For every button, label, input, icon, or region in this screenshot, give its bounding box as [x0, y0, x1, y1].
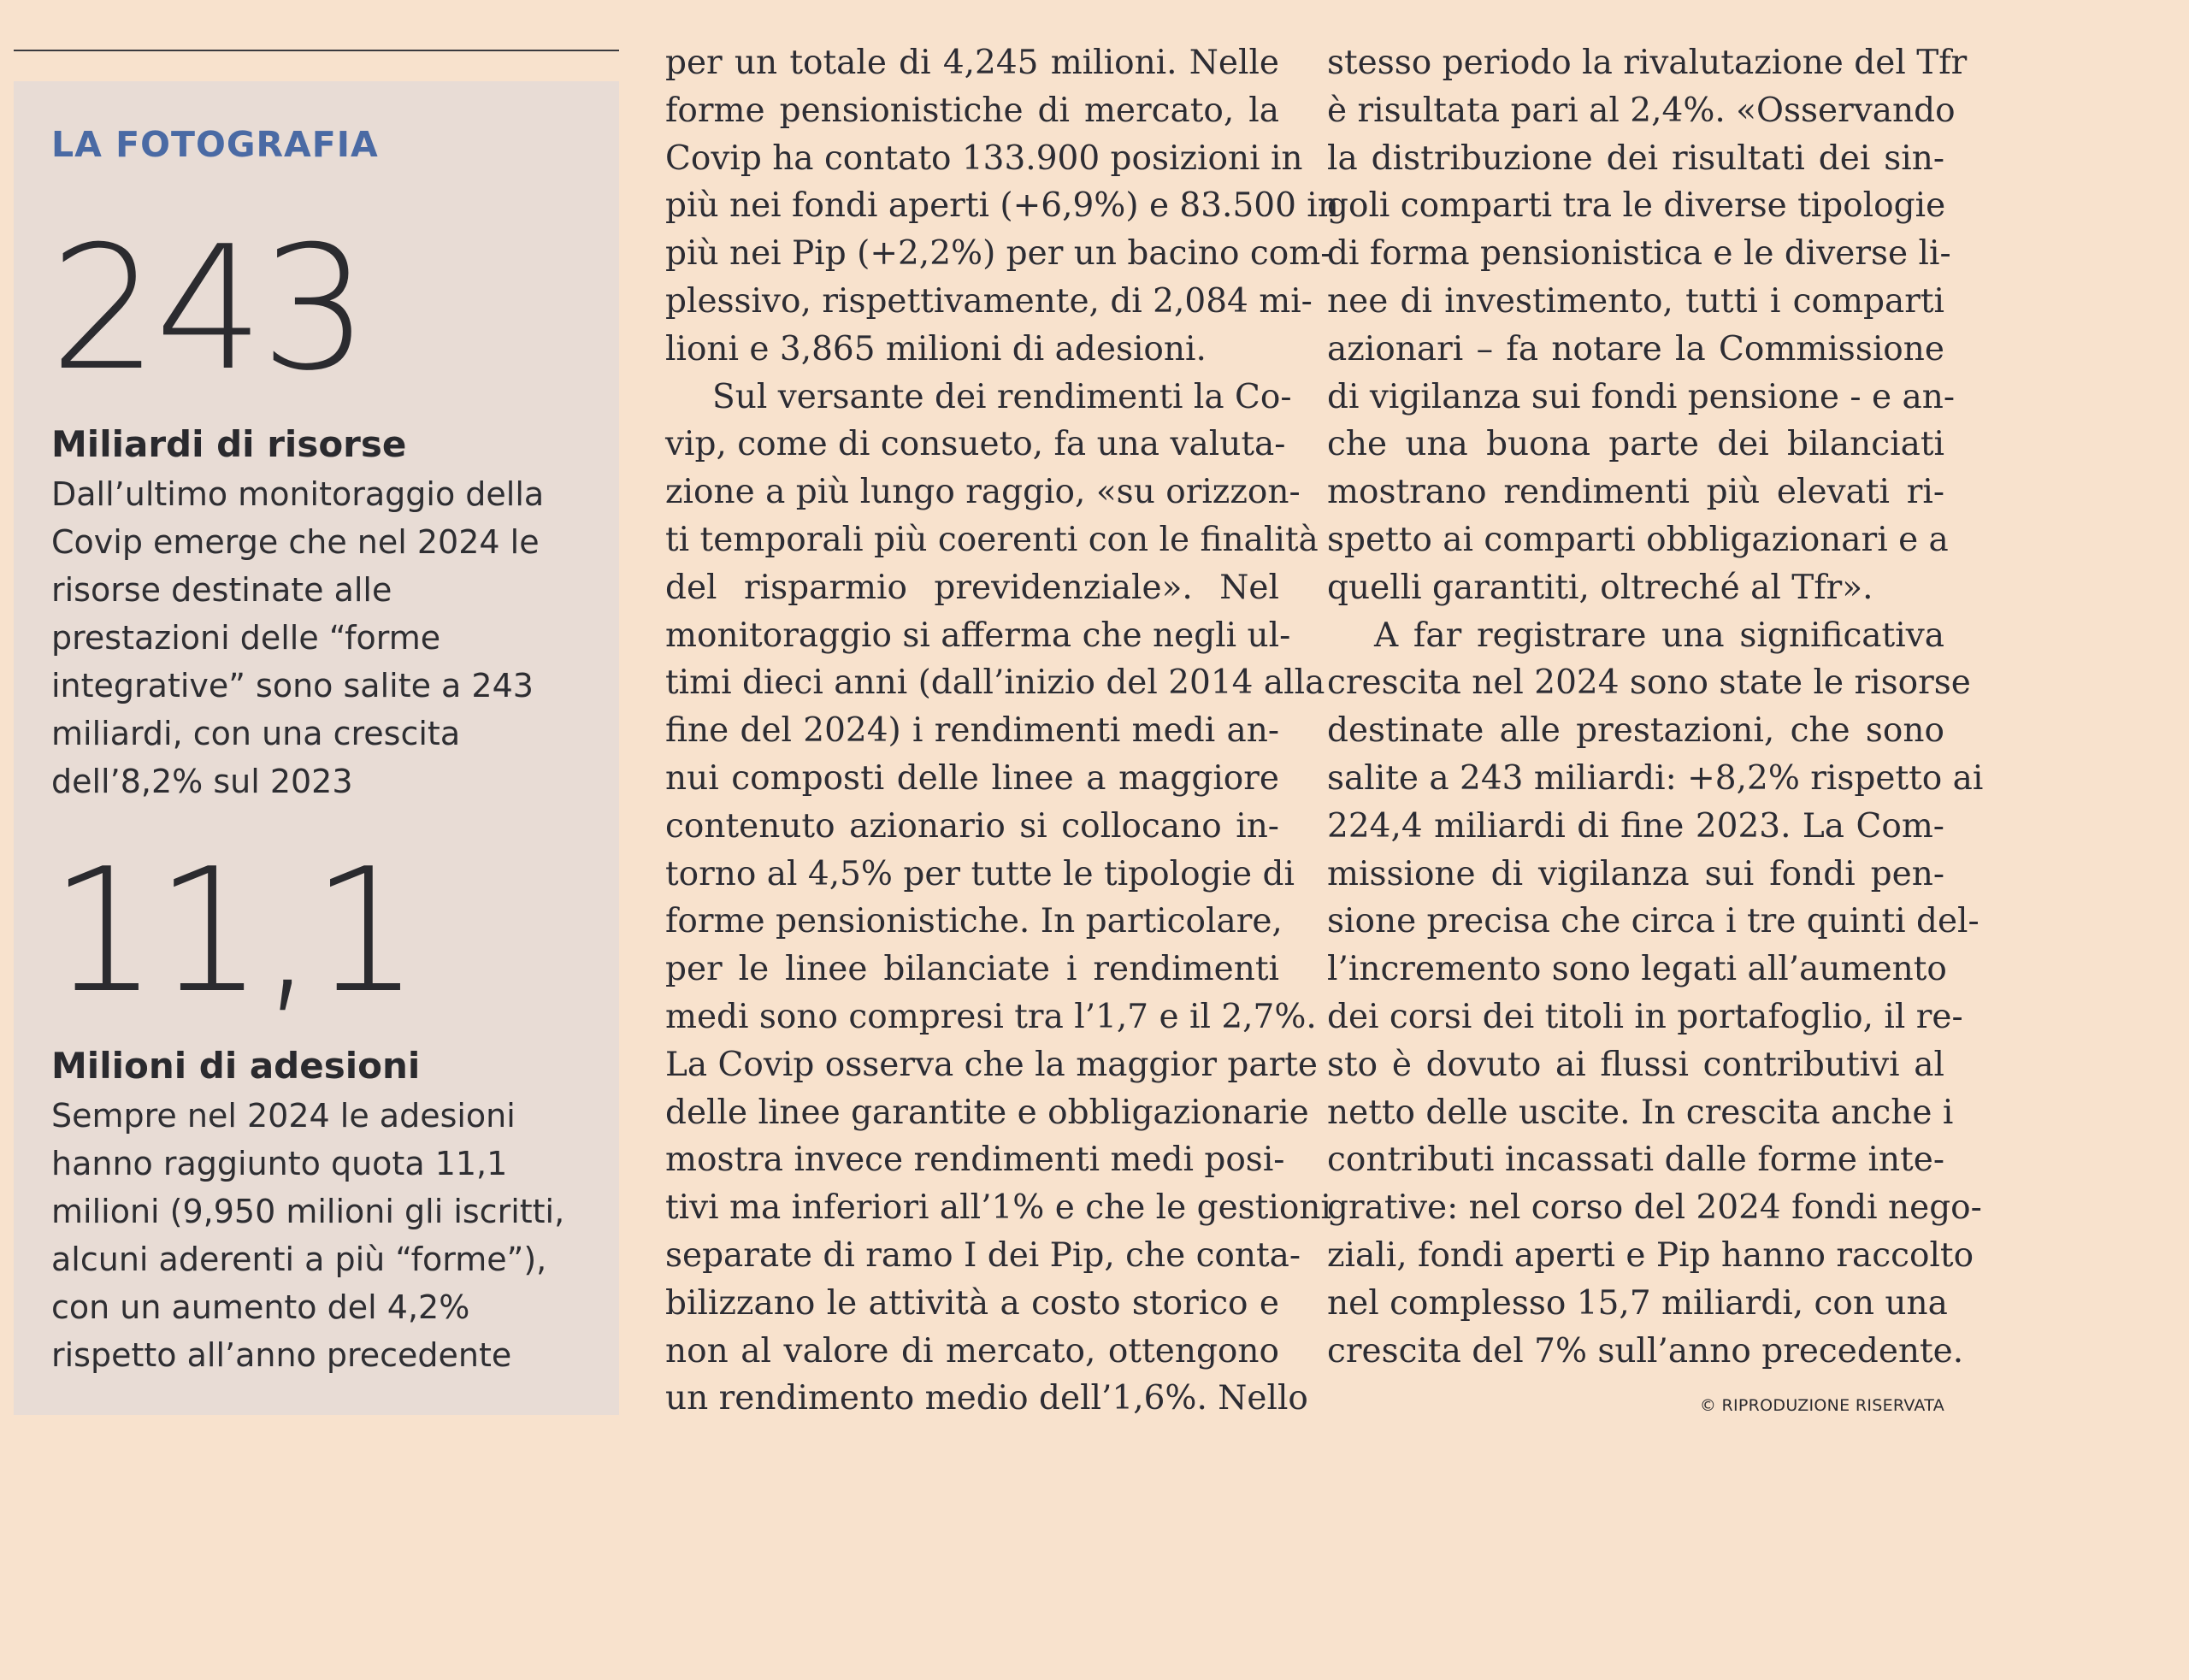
article-line: nee di investimento, tutti i comparti [1327, 281, 1944, 321]
article-line: netto delle uscite. In crescita anche i [1327, 1093, 1954, 1132]
stat-text-line: alcuni aderenti a più “forme”), [51, 1241, 547, 1278]
article-line: sione precisa che circa i tre quinti del- [1327, 902, 1980, 941]
stat-text-line: dell’8,2% sul 2023 [51, 763, 353, 800]
article-line: mostra invece rendimenti medi posi- [665, 1141, 1285, 1180]
article-line: separate di ramo I dei Pip, che conta- [665, 1235, 1301, 1275]
article-line: azionari – fa notare la Commissione [1327, 329, 1944, 368]
article-line: per le linee bilanciate i rendimenti [665, 950, 1279, 989]
stat-text-line: con un aumento del 4,2% [51, 1288, 470, 1326]
stat-text-line: risorse destinate alle [51, 571, 392, 609]
article-line: 224,4 miliardi di fine 2023. La Com- [1327, 806, 1944, 846]
article-line: forme pensionistiche di mercato, la [665, 91, 1279, 130]
article-line: bilizzano le attività a costo storico e [665, 1283, 1279, 1323]
article-line: contenuto azionario si collocano in- [665, 806, 1279, 846]
article-line: del risparmio previdenziale». Nel [665, 568, 1279, 607]
stat-text-line: milioni (9,950 milioni gli iscritti, [51, 1193, 565, 1230]
article-column-right [1327, 39, 1984, 1375]
article-line: torno al 4,5% per tutte le tipologie di [665, 854, 1295, 893]
article-line: vip, come di consueto, fa una valuta- [665, 425, 1286, 464]
stat-number-resources: 243 [50, 209, 366, 409]
stat-text-line: miliardi, con una crescita [51, 715, 461, 752]
article-line: timi dieci anni (dall’inizio del 2014 alla [665, 663, 1325, 703]
article-line: di forma pensionistica e le diverse li- [1327, 234, 1951, 274]
article-line: monitoraggio si afferma che negli ul- [665, 616, 1291, 655]
article-line: goli comparti tra le diverse tipologie [1327, 186, 1946, 226]
article-line: un rendimento medio dell’1,6%. Nello [665, 1379, 1308, 1418]
article-line: A far registrare una significativa [1374, 616, 1944, 655]
article-line: crescita del 7% sull’anno precedente. [1327, 1331, 1964, 1371]
article-line: tivi ma inferiori all’1% e che le gestioni [665, 1188, 1331, 1228]
article-line: è risultata pari al 2,4%. «Osservando [1327, 91, 1956, 130]
article-line: non al valore di mercato, ottengono [665, 1331, 1279, 1371]
article-line: salite a 243 miliardi: +8,2% rispetto ai [1327, 758, 1984, 798]
stat-number-memberships: 11,1 [50, 832, 417, 1031]
article-line: dei corsi dei titoli in portafoglio, il re- [1327, 997, 1963, 1036]
article-line: zione a più lungo raggio, «su orizzon- [665, 473, 1301, 512]
stat-text-resources [51, 470, 599, 805]
top-rule [14, 50, 619, 51]
stat-text-line: prestazioni delle “forme [51, 619, 441, 657]
article-line: Covip ha contato 133.900 posizioni in [665, 139, 1303, 178]
article-line: crescita nel 2024 sono state le risorse [1327, 663, 1971, 703]
article-line: di vigilanza sui fondi pensione - e an- [1327, 377, 1956, 416]
article-line: missione di vigilanza sui fondi pen- [1327, 854, 1944, 893]
article-line: medi sono compresi tra l’1,7 e il 2,7%. [665, 997, 1317, 1036]
article-line: destinate alle prestazioni, che sono [1327, 711, 1944, 751]
article-line: fine del 2024) i rendimenti medi an- [665, 711, 1279, 751]
stat-text-memberships [51, 1092, 599, 1379]
stat-text-line: hanno raggiunto quota 11,1 [51, 1145, 508, 1182]
article-line: per un totale di 4,245 milioni. Nelle [665, 44, 1279, 82]
article-line: quelli garantiti, oltreché al Tfr». [1327, 568, 1873, 607]
article-line: che una buona parte dei bilanciati [1327, 425, 1944, 464]
article-line: forme pensionistiche. In particolare, [665, 902, 1283, 941]
stat-text-line: Sempre nel 2024 le adesioni [51, 1097, 516, 1135]
article-line: la distribuzione dei risultati dei sin- [1327, 139, 1944, 178]
article-line: nui composti delle linee a maggiore [665, 758, 1279, 798]
stat-text-line: Covip emerge che nel 2024 le [51, 523, 540, 561]
article-line: plessivo, rispettivamente, di 2,084 mi- [665, 281, 1313, 321]
stat-text-line: integrative” sono salite a 243 [51, 667, 534, 704]
article-line: La Covip osserva che la maggior parte [665, 1045, 1318, 1084]
article-line: spetto ai comparti obbligazionari e a [1327, 520, 1949, 559]
article-line: contributi incassati dalle forme inte- [1327, 1141, 1944, 1180]
sidebar-kicker: LA FOTOGRAFIA [51, 124, 379, 165]
article-line: stesso periodo la rivalutazione del Tfr [1327, 44, 1968, 82]
article-line: ziali, fondi aperti e Pip hanno raccolto [1327, 1235, 1974, 1275]
article-line: mostrano rendimenti più elevati ri- [1327, 473, 1944, 512]
article-line: Sul versante dei rendimenti la Co- [712, 377, 1292, 416]
stat-text-line: rispetto all’anno precedente [51, 1336, 512, 1374]
article-line: più nei Pip (+2,2%) per un bacino com- [665, 234, 1332, 274]
stat-heading-memberships: Milioni di adesioni [51, 1045, 421, 1087]
article-line: lioni e 3,865 milioni di adesioni. [665, 329, 1207, 368]
article-line: sto è dovuto ai flussi contributivi al [1327, 1045, 1944, 1084]
copyright-notice: © RIPRODUZIONE RISERVATA [1699, 1396, 1944, 1415]
stat-heading-resources: Miliardi di risorse [51, 423, 407, 465]
article-line: delle linee garantite e obbligazionarie [665, 1093, 1309, 1132]
article-line: più nei fondi aperti (+6,9%) e 83.500 in [665, 186, 1339, 226]
article-line: l’incremento sono legati all’aumento [1327, 950, 1947, 989]
article-line: ti temporali più coerenti con le finalità [665, 520, 1319, 559]
article-column-middle [665, 39, 1339, 1423]
article-line: nel complesso 15,7 miliardi, con una [1327, 1283, 1948, 1323]
article-line: grative: nel corso del 2024 fondi nego- [1327, 1188, 1982, 1228]
stat-text-line: Dall’ultimo monitoraggio della [51, 475, 545, 513]
